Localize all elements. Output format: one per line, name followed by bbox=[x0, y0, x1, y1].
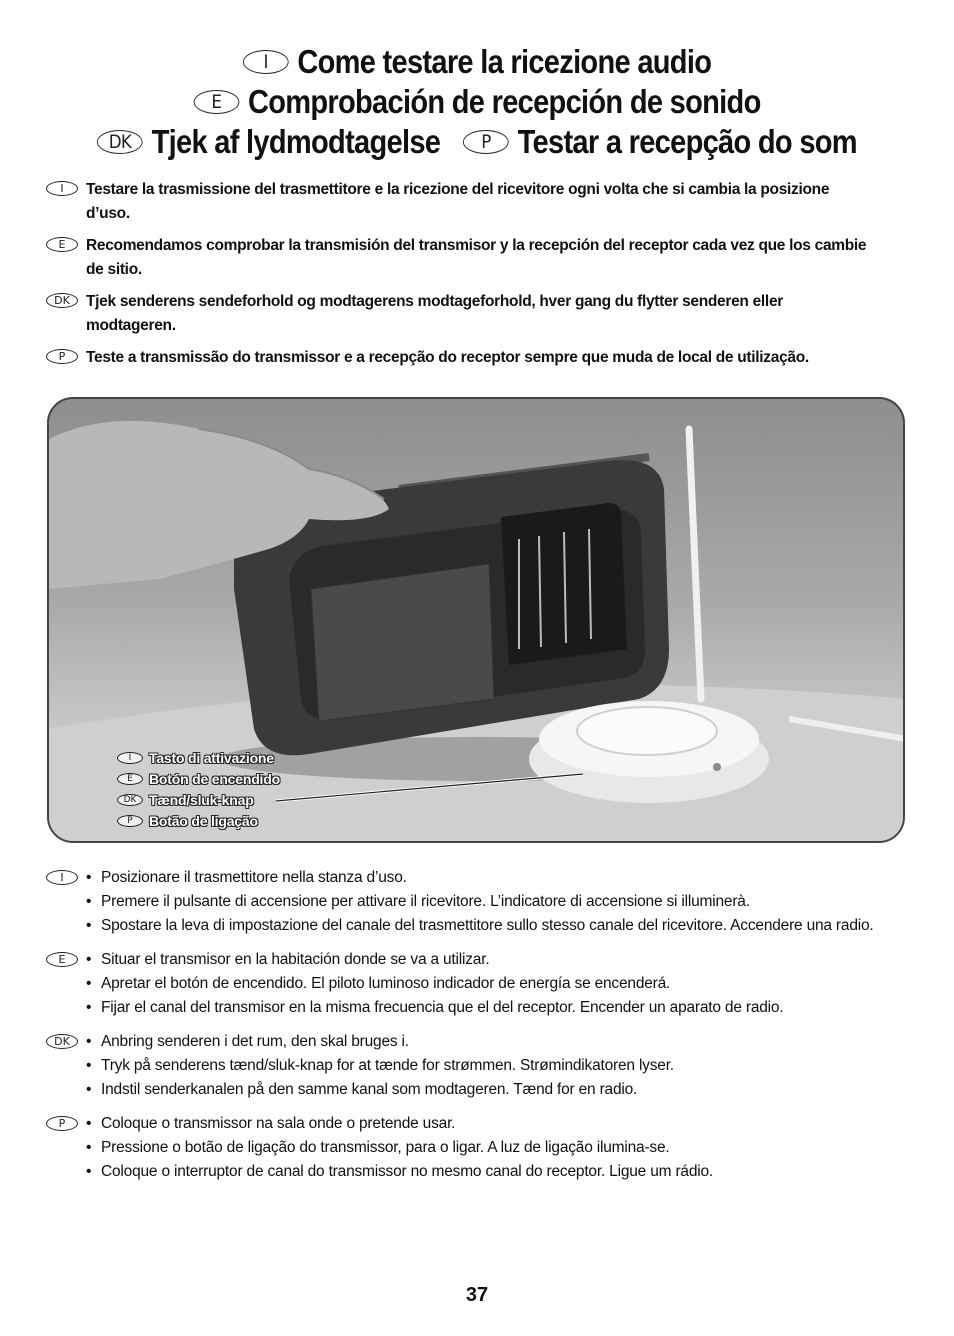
language-badge-i: I bbox=[243, 50, 289, 74]
instruction-steps bbox=[46, 866, 906, 1194]
list-item: • Anbring senderen i det rum, den skal bruges i. bbox=[86, 1030, 674, 1054]
language-badge-dk: DK bbox=[46, 1034, 78, 1049]
language-badge-p: P bbox=[46, 1116, 78, 1131]
language-badge-p: P bbox=[463, 130, 509, 154]
language-badge-e: E bbox=[46, 952, 78, 967]
language-badge-e: E bbox=[193, 90, 239, 114]
photo-callouts bbox=[117, 747, 280, 831]
title-text-portuguese: Testar a recepção do som bbox=[517, 123, 857, 160]
callout-spanish bbox=[117, 768, 280, 789]
list-item: • Coloque o interruptor de canal do transmissor no mesmo canal do receptor. Ligue um rádio. bbox=[86, 1160, 713, 1184]
language-badge-dk: DK bbox=[46, 293, 78, 308]
callout-text-danish: Tænd/sluk-knap bbox=[149, 791, 254, 808]
page-title bbox=[0, 42, 954, 162]
language-badge-dk: DK bbox=[117, 794, 143, 806]
callout-danish bbox=[117, 789, 280, 810]
transmitter-antenna bbox=[689, 429, 701, 699]
list-item: • Tryk på senderens tænd/sluk-knap for at tænde for strømmen. Strømindikatoren lyser. bbox=[86, 1054, 674, 1078]
list-item: • Coloque o transmissor na sala onde o pretende usar. bbox=[86, 1112, 713, 1136]
list-item: • Spostare la leva di impostazione del canale del trasmettitore sullo stesso canale del ricevitore. Accendere una radio. bbox=[86, 914, 874, 938]
callout-text-portuguese: Botão de ligação bbox=[149, 812, 258, 829]
transmitter-button bbox=[577, 707, 717, 755]
intro-section bbox=[46, 178, 876, 378]
language-badge-i: I bbox=[46, 181, 78, 196]
title-text-italian: Come testare la ricezione audio bbox=[297, 43, 712, 80]
intro-text-italian: Testare la trasmissione del trasmettitore e la ricezione del ricevitore ogni volta che si cambia la posizione d’uso. bbox=[86, 181, 830, 222]
title-line-spanish bbox=[57, 82, 897, 122]
title-text-danish: Tjek af lydmodtagelse bbox=[151, 123, 441, 160]
product-photo bbox=[47, 397, 905, 843]
steps-portuguese bbox=[46, 1112, 906, 1184]
callout-portuguese bbox=[117, 810, 280, 831]
step-list-italian bbox=[86, 866, 874, 938]
page-number: 37 bbox=[465, 1284, 489, 1306]
list-item: • Situar el transmisor en la habitación donde se va a utilizar. bbox=[86, 948, 783, 972]
language-badge-e: E bbox=[117, 773, 143, 785]
intro-portuguese bbox=[46, 346, 876, 370]
language-badge-dk: DK bbox=[97, 130, 143, 154]
language-badge-p: P bbox=[46, 349, 78, 364]
language-badge-e: E bbox=[46, 237, 78, 252]
list-item: • Indstil senderkanalen på den samme kanal som modtageren. Tænd for en radio. bbox=[86, 1078, 674, 1102]
step-list-portuguese bbox=[86, 1112, 713, 1184]
intro-text-spanish: Recomendamos comprobar la transmisión del transmisor y la recepción del receptor cada vez que los cambie de sitio. bbox=[86, 237, 867, 278]
intro-text-portuguese: Teste a transmissão do transmissor e a recepção do receptor sempre que muda de local de utilização. bbox=[86, 349, 809, 366]
steps-italian bbox=[46, 866, 906, 938]
intro-text-danish: Tjek senderens sendeforhold og modtagerens modtageforhold, hver gang du flytter senderen eller modtageren. bbox=[86, 293, 783, 334]
power-indicator-light bbox=[713, 763, 721, 771]
step-list-spanish bbox=[86, 948, 783, 1020]
language-badge-i: I bbox=[46, 870, 78, 885]
language-badge-p: P bbox=[117, 815, 143, 827]
steps-danish bbox=[46, 1030, 906, 1102]
title-text-spanish: Comprobación de recepción de sonido bbox=[247, 83, 761, 120]
list-item: • Fijar el canal del transmisor en la misma frecuencia que el del receptor. Encender un aparato de radio. bbox=[86, 996, 783, 1020]
step-list-danish bbox=[86, 1030, 674, 1102]
list-item: • Premere il pulsante di accensione per attivare il ricevitore. L’indicatore di accensione si illuminerà. bbox=[86, 890, 874, 914]
intro-danish bbox=[46, 290, 876, 338]
title-line-italian bbox=[57, 42, 897, 82]
language-badge-i: I bbox=[117, 752, 143, 764]
intro-italian bbox=[46, 178, 876, 226]
list-item: • Pressione o botão de ligação do transmissor, para o ligar. A luz de ligação ilumina-se. bbox=[86, 1136, 713, 1160]
steps-spanish bbox=[46, 948, 906, 1020]
list-item: • Posizionare il trasmettitore nella stanza d’uso. bbox=[86, 866, 874, 890]
callout-text-spanish: Botón de encendido bbox=[149, 770, 280, 787]
speaker-grille bbox=[311, 564, 494, 721]
list-item: • Apretar el botón de encendido. El piloto luminoso indicador de energía se encenderá. bbox=[86, 972, 783, 996]
callout-italian bbox=[117, 747, 280, 768]
intro-spanish bbox=[46, 234, 876, 282]
callout-text-italian: Tasto di attivazione bbox=[149, 749, 274, 766]
title-line-danish-portuguese bbox=[57, 122, 897, 162]
